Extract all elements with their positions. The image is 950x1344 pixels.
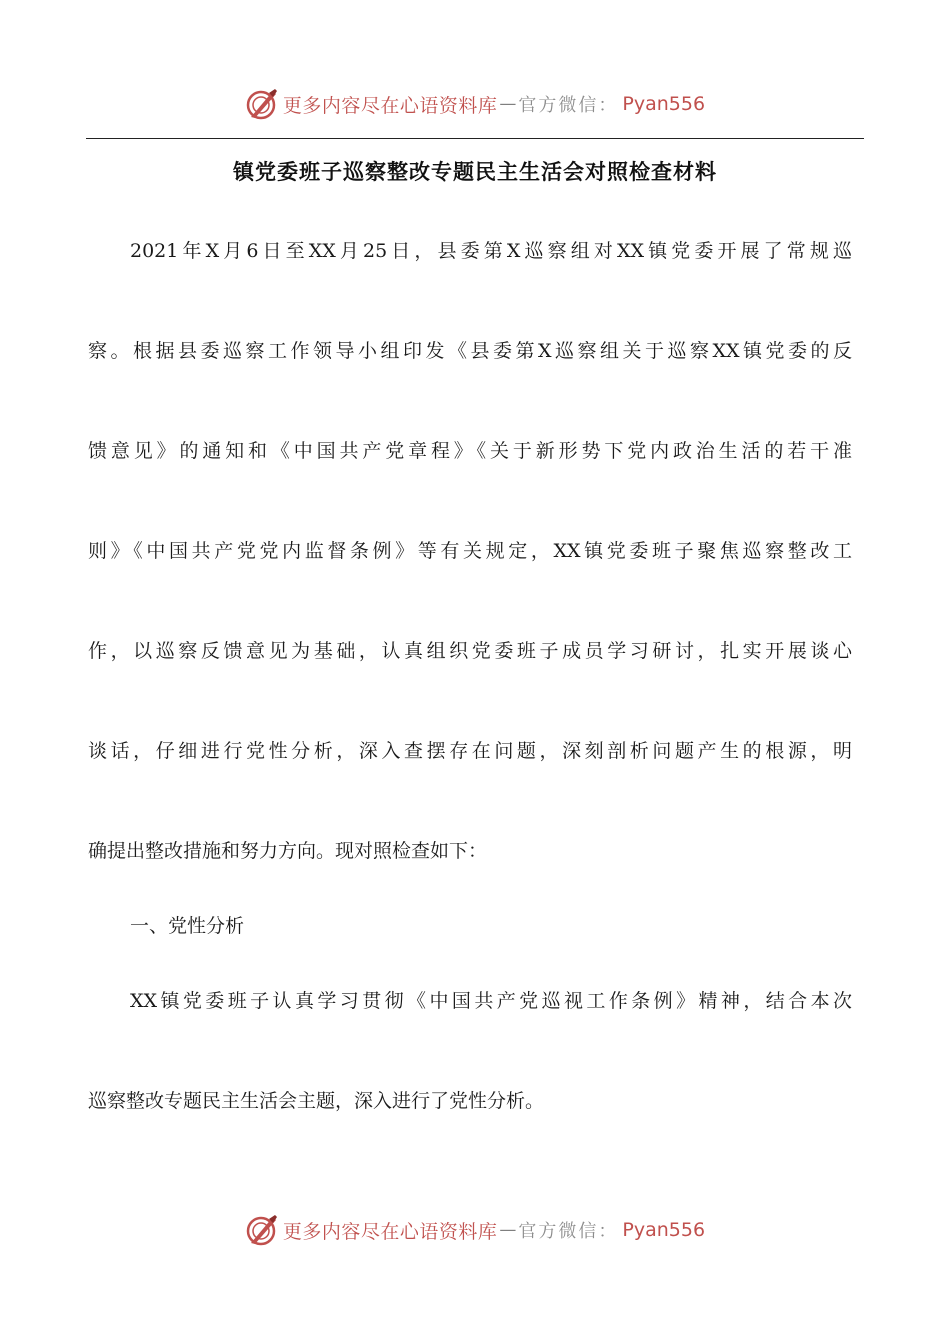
header-brand-text: 更多内容尽在心语资料库 — [282, 94, 498, 117]
footer-dash: — — [499, 1220, 517, 1240]
quill-logo-icon — [245, 87, 279, 121]
quill-logo-icon — [245, 1213, 279, 1247]
paragraph-line: 谈话，仔细进行党性分析，深入查摆存在问题，深刻剖析问题产生的根源，明 — [88, 740, 852, 762]
footer-wechat-label: 官方微信： — [518, 1221, 619, 1242]
paragraph-line: 则》《中国共产党党内监督条例》等有关规定，XX镇党委班子聚焦巡察整改工 — [88, 540, 852, 562]
header-divider — [86, 138, 864, 139]
paragraph-line: 巡察整改专题民主生活会主题，深入进行了党性分析。 — [88, 1090, 545, 1112]
header-wechat-label: 官方微信： — [518, 95, 619, 116]
header-wechat-id: Pyan556 — [622, 93, 706, 115]
paragraph-line: 察。根据县委巡察工作领导小组印发《县委第X巡察组关于巡察XX镇党委的反 — [88, 340, 852, 362]
header-banner — [0, 84, 950, 124]
footer-banner — [0, 1210, 950, 1250]
section-heading: 一、党性分析 — [130, 915, 245, 937]
paragraph-line: 馈意见》的通知和《中国共产党章程》《关于新形势下党内政治生活的若干准 — [88, 440, 852, 462]
paragraph-line: 确提出整改措施和努力方向。现对照检查如下： — [88, 840, 488, 862]
document-title: 镇党委班子巡察整改专题民主生活会对照检查材料 — [233, 159, 717, 184]
paragraph-line: 作，以巡察反馈意见为基础，认真组织党委班子成员学习研讨，扎实开展谈心 — [88, 640, 852, 662]
footer-brand-text: 更多内容尽在心语资料库 — [282, 1220, 498, 1243]
footer-wechat-id: Pyan556 — [622, 1219, 706, 1241]
paragraph-line: 2021年X月6日至XX月25日，县委第X巡察组对XX镇党委开展了常规巡 — [130, 240, 852, 262]
paragraph-line: XX镇党委班子认真学习贯彻《中国共产党巡视工作条例》精神，结合本次 — [130, 990, 852, 1012]
header-dash: — — [499, 94, 517, 114]
